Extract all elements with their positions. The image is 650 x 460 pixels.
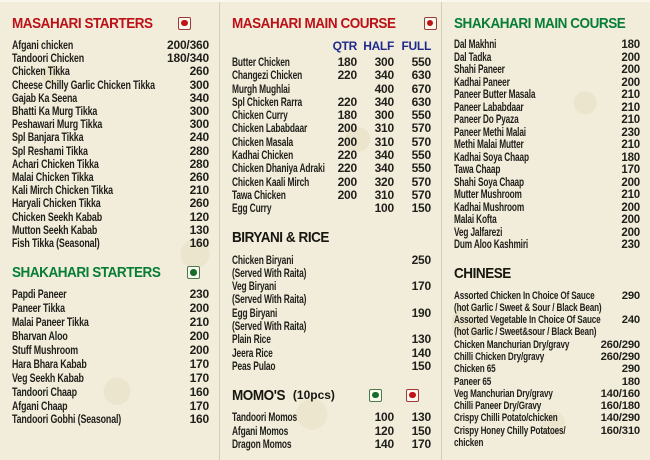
item-price: 200 xyxy=(621,226,640,239)
item-price: 250 xyxy=(411,252,431,267)
menu-item-note-row xyxy=(454,437,640,449)
menu-item xyxy=(232,162,431,175)
menu-item xyxy=(232,254,431,267)
item-price: 140 xyxy=(374,436,394,451)
menu-item xyxy=(454,290,640,302)
item-price: 200 xyxy=(337,134,357,149)
menu-item xyxy=(454,39,640,52)
item-name: Chicken Kaali Mirch xyxy=(232,174,310,189)
item-price: 260 xyxy=(189,196,209,211)
item-price: 160/310 xyxy=(600,424,640,437)
marker-dot xyxy=(190,269,197,276)
nonveg-icon xyxy=(424,17,437,30)
marker-dot xyxy=(427,20,434,27)
item-name: Tawa Chaap xyxy=(454,164,501,176)
item-price: 200 xyxy=(189,328,209,343)
item-price: 200/360 xyxy=(167,38,209,52)
item-price: 340 xyxy=(374,161,394,176)
menu-item-note-row xyxy=(454,326,640,338)
menu-section xyxy=(12,14,209,250)
item-name: Shahi Paneer xyxy=(454,64,505,76)
item-price: 210 xyxy=(621,189,640,201)
menu-item xyxy=(12,372,209,386)
item-price: 160 xyxy=(189,384,209,399)
item-name: Afgani Momos xyxy=(232,423,289,438)
menu-item xyxy=(12,302,209,316)
menu-item xyxy=(454,239,640,252)
item-name: Papdi Paneer xyxy=(12,287,67,302)
item-name: Chicken Seekh Kabab xyxy=(12,209,102,224)
item-price: 200 xyxy=(621,64,640,76)
menu-item xyxy=(454,314,640,326)
item-price: 310 xyxy=(374,121,394,136)
item-name: Methi Malai Mutter xyxy=(454,139,524,151)
item-price: 220 xyxy=(337,161,357,176)
item-price: 210 xyxy=(621,139,640,151)
menu-item xyxy=(232,189,431,202)
item-price: 200 xyxy=(337,121,357,136)
item-price: 130 xyxy=(189,222,209,237)
item-price: 210 xyxy=(189,315,209,330)
item-price: 290 xyxy=(621,363,640,376)
item-name: Mutton Seekh Kabab xyxy=(12,222,98,237)
item-name: Spl Reshami Tikka xyxy=(12,143,88,158)
menu-item xyxy=(454,114,640,127)
menu-item xyxy=(454,89,640,102)
price-column-header: FULL xyxy=(401,39,431,53)
menu-column-3 xyxy=(441,2,650,460)
item-price: 220 xyxy=(337,68,357,83)
section-header xyxy=(12,14,209,32)
price-column-header: QTR xyxy=(332,39,357,53)
section-title: MOMO'S xyxy=(232,386,286,404)
price-column-marker-cell xyxy=(394,389,431,402)
menu-item xyxy=(454,127,640,140)
item-price: 240 xyxy=(621,314,640,327)
item-note: (Served With Raita) xyxy=(232,265,307,280)
item-name: Mutter Mushroom xyxy=(454,189,522,201)
nonveg-icon xyxy=(178,17,191,30)
item-price: 260 xyxy=(189,64,209,79)
price-header-row xyxy=(232,39,431,53)
section-title: SHAKAHARI STARTERS xyxy=(12,263,161,281)
menu-item xyxy=(12,386,209,400)
item-name: Paneer 65 xyxy=(454,375,492,388)
item-price: 160/180 xyxy=(600,400,640,413)
menu-item xyxy=(454,363,640,375)
item-price: 550 xyxy=(411,161,431,176)
menu-item xyxy=(454,400,640,412)
item-price: 300 xyxy=(189,117,209,132)
item-name: Achari Chicken Tikka xyxy=(12,156,99,171)
menu-item xyxy=(454,339,640,351)
section-title: SHAKAHARI MAIN COURSE xyxy=(454,14,626,32)
item-price: 200 xyxy=(621,214,640,226)
item-price: 140 xyxy=(411,345,431,360)
menu-item xyxy=(454,202,640,215)
marker-dot xyxy=(409,392,416,399)
section-header xyxy=(454,14,640,32)
item-price: 570 xyxy=(411,187,431,202)
item-name: Paneer Butter Masala xyxy=(454,89,536,101)
item-price: 670 xyxy=(411,81,431,96)
menu-item xyxy=(454,102,640,115)
item-price: 200 xyxy=(337,174,357,189)
section-title: CHINESE xyxy=(454,265,511,282)
item-name: Hara Bhara Kabab xyxy=(12,356,87,371)
menu-item xyxy=(232,56,431,69)
menu-item xyxy=(12,316,209,330)
item-name: Chilli Paneer Dry/Gravy xyxy=(454,400,542,413)
menu-item xyxy=(12,330,209,344)
section-header xyxy=(12,263,209,281)
veg-icon xyxy=(369,389,382,402)
item-name: Chicken Masala xyxy=(232,134,294,149)
item-name: Malai Paneer Tikka xyxy=(12,315,89,330)
menu-item xyxy=(454,139,640,152)
menu-item xyxy=(454,189,640,202)
menu-column-1 xyxy=(0,2,219,460)
item-price: 290 xyxy=(621,289,640,302)
item-price: 180 xyxy=(621,39,640,51)
item-price: 310 xyxy=(374,187,394,202)
item-note: chicken xyxy=(454,437,484,450)
item-name: Kadhai Paneer xyxy=(454,76,510,89)
menu-item xyxy=(454,388,640,400)
item-name: Veg Biryani xyxy=(232,279,277,294)
section-header xyxy=(232,386,431,404)
menu-item xyxy=(232,425,431,438)
item-price: 630 xyxy=(411,68,431,83)
item-price: 570 xyxy=(411,174,431,189)
item-price: 170 xyxy=(411,436,431,451)
item-price: 340 xyxy=(189,90,209,105)
section-title: BIRYANI & RICE xyxy=(232,229,329,247)
item-name: Egg Curry xyxy=(232,201,272,216)
item-price: 180/340 xyxy=(167,51,209,66)
item-name: Afgani chicken xyxy=(12,38,74,52)
item-price: 230 xyxy=(621,239,640,251)
item-price: 280 xyxy=(189,143,209,158)
item-name: Tandoori Chaap xyxy=(12,384,77,399)
menu-item-note-row xyxy=(232,320,431,333)
item-price: 300 xyxy=(189,104,209,119)
item-name: Fish Tikka (Seasonal) xyxy=(12,236,100,251)
item-note: (Served With Raita) xyxy=(232,319,307,334)
menu-item xyxy=(12,358,209,372)
menu-section xyxy=(454,265,640,450)
item-price: 140/290 xyxy=(600,412,640,425)
item-price: 400 xyxy=(374,81,394,96)
item-price: 180 xyxy=(337,108,357,123)
menu-item xyxy=(454,77,640,90)
menu-section xyxy=(232,229,431,374)
item-name: Spl Banjara Tikka xyxy=(12,130,84,145)
item-name: Butter Chicken xyxy=(232,55,290,69)
item-price: 100 xyxy=(374,410,394,425)
item-name: Kadhai Mushroom xyxy=(454,201,525,214)
item-price: 220 xyxy=(337,148,357,163)
item-price: 260/290 xyxy=(600,338,640,351)
item-name: Chicken Lababdaar xyxy=(232,121,308,136)
menu-section xyxy=(454,14,640,252)
item-name: Chicken Dhaniya Adraki xyxy=(232,161,325,176)
item-name: Paneer Do Pyaza xyxy=(454,114,519,126)
item-name: Afgani Chaap xyxy=(12,398,68,413)
menu-item xyxy=(232,176,431,189)
menu-item xyxy=(232,438,431,451)
item-name: Egg Biryani xyxy=(232,305,278,320)
item-price: 190 xyxy=(411,305,431,320)
item-name: Cheese Chilly Garlic Chicken Tikka xyxy=(12,77,155,92)
item-name: Veg Seekh Kabab xyxy=(12,370,84,385)
item-name: Shahi Soya Chaap xyxy=(454,176,524,189)
menu-section xyxy=(12,263,209,427)
menu-item xyxy=(232,347,431,360)
item-price: 130 xyxy=(411,332,431,347)
item-name: Veg Manchurian Dry/gravy xyxy=(454,387,553,400)
item-price: 300 xyxy=(189,77,209,92)
section-header xyxy=(454,265,640,283)
item-price: 340 xyxy=(374,68,394,83)
item-name: Tandoori Momos xyxy=(232,410,298,425)
item-price: 550 xyxy=(411,55,431,69)
item-price: 320 xyxy=(374,174,394,189)
item-name: Paneer Tikka xyxy=(12,301,65,316)
menu-item xyxy=(12,344,209,358)
item-price: 230 xyxy=(189,287,209,302)
menu-item xyxy=(232,122,431,135)
item-name: Bhatti Ka Murg Tikka xyxy=(12,104,98,119)
menu-item xyxy=(454,164,640,177)
item-name: Murgh Mughlai xyxy=(232,81,290,96)
menu-item xyxy=(232,360,431,373)
item-name: Crispy Chilli Potato/chicken xyxy=(454,412,558,425)
section-header xyxy=(232,14,431,32)
item-name: Dal Tadka xyxy=(454,51,492,64)
item-name: Paneer Lababdaar xyxy=(454,101,524,114)
nonveg-icon xyxy=(406,389,419,402)
item-price: 340 xyxy=(374,148,394,163)
item-price: 150 xyxy=(411,423,431,438)
item-price: 260/290 xyxy=(600,350,640,363)
menu-item-note-row xyxy=(232,293,431,306)
item-name: Plain Rice xyxy=(232,332,271,347)
item-price: 300 xyxy=(374,55,394,69)
marker-dot xyxy=(181,20,188,27)
menu-item-note-row xyxy=(232,267,431,280)
item-price: 100 xyxy=(374,201,394,216)
item-price: 170 xyxy=(189,370,209,385)
item-price: 310 xyxy=(374,134,394,149)
menu-item xyxy=(232,280,431,293)
menu-item xyxy=(454,152,640,165)
price-column-header: HALF xyxy=(363,39,394,53)
item-name: Chicken Curry xyxy=(232,108,288,123)
item-price: 200 xyxy=(621,76,640,89)
item-price: 200 xyxy=(621,51,640,64)
spacer xyxy=(232,39,320,53)
item-price: 570 xyxy=(411,134,431,149)
menu-item xyxy=(12,413,209,427)
item-name: Kali Mirch Chicken Tikka xyxy=(12,183,113,198)
item-name: Dragon Momos xyxy=(232,436,292,451)
item-price: 150 xyxy=(411,201,431,216)
menu-item xyxy=(232,96,431,109)
item-price: 280 xyxy=(189,156,209,171)
menu-item xyxy=(454,214,640,227)
item-price: 180 xyxy=(621,375,640,388)
menu-section xyxy=(232,14,431,216)
menu-item xyxy=(454,227,640,240)
menu-column-2 xyxy=(219,2,441,460)
menu-item xyxy=(232,149,431,162)
item-name: Chicken Manchurian Dry/gravy xyxy=(454,338,570,351)
item-price: 150 xyxy=(411,358,431,373)
item-name: Stuff Mushroom xyxy=(12,342,78,357)
item-name: Gajab Ka Seena xyxy=(12,90,78,105)
menu-item xyxy=(232,411,431,424)
item-name: Kadhai Chicken xyxy=(232,148,294,163)
item-name: Chicken 65 xyxy=(454,363,496,376)
section-title: MASAHARI STARTERS xyxy=(12,14,153,32)
item-name: Assorted Vegetable In Choice Of Sauce xyxy=(454,314,601,327)
item-name: Chicken Tikka xyxy=(12,64,70,79)
item-name: Jeera Rice xyxy=(232,345,273,360)
item-price: 260 xyxy=(189,170,209,185)
item-name: Assorted Chicken In Choice Of Sauce xyxy=(454,289,595,302)
menu-item xyxy=(454,351,640,363)
menu-item xyxy=(232,202,431,215)
veg-icon xyxy=(187,266,200,279)
menu-item xyxy=(232,69,431,82)
item-price: 210 xyxy=(189,183,209,198)
item-price: 230 xyxy=(621,126,640,139)
item-name: Malai Chicken Tikka xyxy=(12,170,94,185)
section-title-suffix: (10pcs) xyxy=(292,388,335,403)
item-price: 170 xyxy=(621,164,640,176)
item-price: 170 xyxy=(189,398,209,413)
menu-item xyxy=(12,400,209,414)
item-price: 550 xyxy=(411,108,431,123)
menu-item xyxy=(454,425,640,437)
item-note: (hot Garlic / Sweet & Sour / Black Bean) xyxy=(454,301,602,314)
price-column-marker-cell xyxy=(357,389,394,402)
item-name: Peshawari Murg Tikka xyxy=(12,117,103,132)
item-name: Spl Chicken Rarra xyxy=(232,94,302,109)
menu-item xyxy=(232,333,431,346)
item-price: 210 xyxy=(621,101,640,114)
item-price: 180 xyxy=(337,55,357,69)
item-name: Bharvan Aloo xyxy=(12,328,68,343)
item-price: 300 xyxy=(374,108,394,123)
item-price: 550 xyxy=(411,148,431,163)
item-name: Crispy Honey Chilly Potatoes/ xyxy=(454,424,566,437)
item-price: 200 xyxy=(621,176,640,189)
item-price: 170 xyxy=(411,279,431,294)
item-name: Tawa Chicken xyxy=(232,187,286,202)
item-name: Dal Makhni xyxy=(454,39,497,51)
item-price: 200 xyxy=(337,187,357,202)
item-price: 200 xyxy=(189,342,209,357)
item-name: Tandoori Gobhi (Seasonal) xyxy=(12,412,122,427)
menu-item xyxy=(454,412,640,424)
menu-item-note-row xyxy=(454,302,640,314)
item-price: 120 xyxy=(374,423,394,438)
item-name: Chilli Chicken Dry/gravy xyxy=(454,350,545,363)
item-name: Haryali Chicken Tikka xyxy=(12,196,101,211)
item-price: 200 xyxy=(189,301,209,316)
section-header xyxy=(232,229,431,247)
menu-item xyxy=(232,136,431,149)
item-name: Chicken Biryani xyxy=(232,252,294,267)
item-price: 630 xyxy=(411,94,431,109)
item-price: 210 xyxy=(621,89,640,101)
item-name: Dum Aloo Kashmiri xyxy=(454,239,529,251)
item-price: 160 xyxy=(189,412,209,427)
item-name: Changezi Chicken xyxy=(232,68,303,83)
item-name: Veg Jalfarezi xyxy=(454,226,503,239)
marker-dot xyxy=(372,392,379,399)
item-name: Tandoori Chicken xyxy=(12,51,84,66)
item-price: 240 xyxy=(189,130,209,145)
item-price: 140/160 xyxy=(600,387,640,400)
item-name: Paneer Methi Malai xyxy=(454,126,526,139)
menu-section xyxy=(232,386,431,451)
item-price: 200 xyxy=(621,201,640,214)
menu-item xyxy=(454,177,640,190)
item-name: Kadhai Soya Chaap xyxy=(454,151,529,164)
menu-item xyxy=(12,237,209,250)
menu-item xyxy=(454,64,640,77)
menu-item xyxy=(454,52,640,65)
item-note: (Served With Raita) xyxy=(232,292,307,307)
item-price: 570 xyxy=(411,121,431,136)
item-price: 340 xyxy=(374,94,394,109)
item-price: 130 xyxy=(411,410,431,425)
item-note: (hot Garlic / Sweet&sour / Black Bean) xyxy=(454,326,597,339)
menu-item xyxy=(12,288,209,302)
item-name: Malai Kofta xyxy=(454,214,497,226)
item-price: 210 xyxy=(621,114,640,126)
item-price: 180 xyxy=(621,151,640,164)
menu-item xyxy=(232,307,431,320)
item-price: 220 xyxy=(337,94,357,109)
item-price: 120 xyxy=(189,209,209,224)
section-title: MASAHARI MAIN COURSE xyxy=(232,14,396,32)
item-price: 160 xyxy=(189,236,209,251)
item-name: Peas Pulao xyxy=(232,358,276,373)
menu-item xyxy=(232,109,431,122)
menu-item xyxy=(454,376,640,388)
menu-item xyxy=(232,83,431,96)
item-price: 170 xyxy=(189,356,209,371)
